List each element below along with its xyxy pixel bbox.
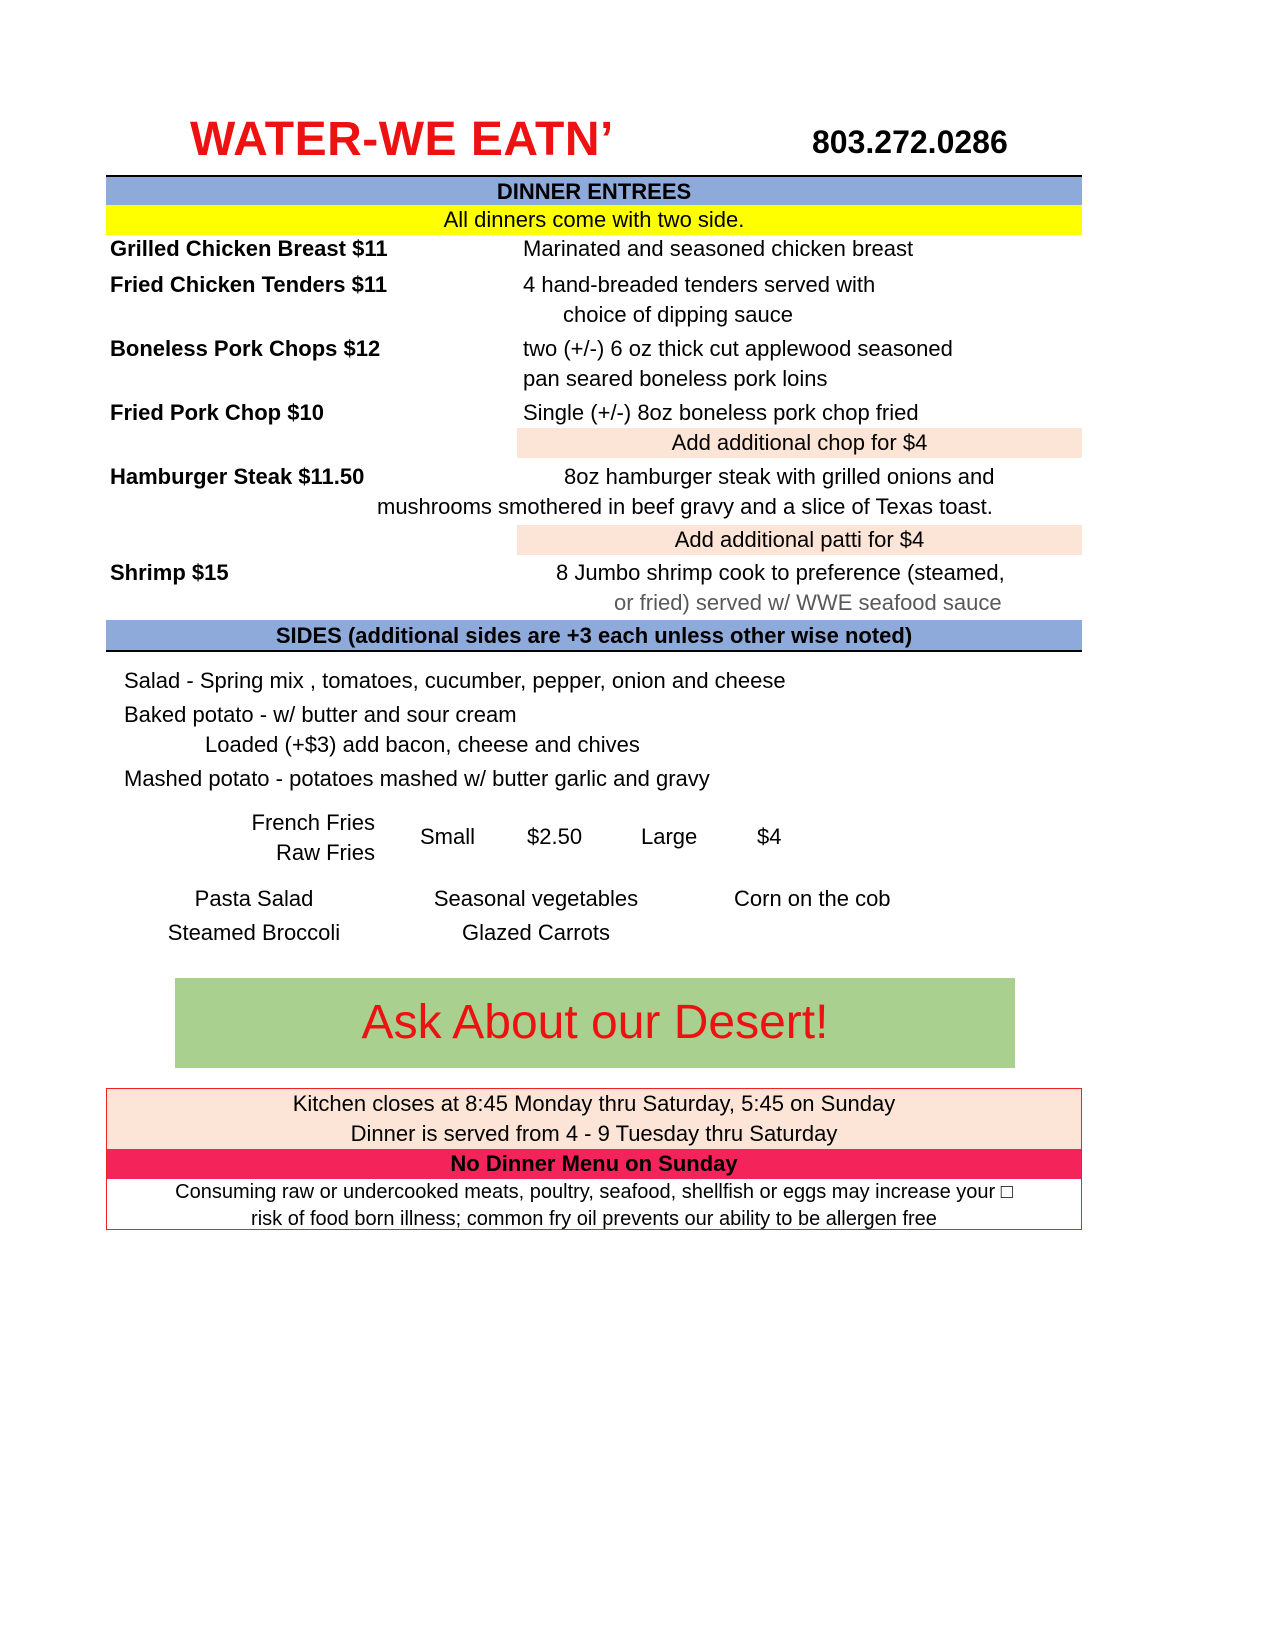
no-sunday-banner: No Dinner Menu on Sunday [107,1149,1081,1179]
warning-line: risk of food born illness; common fry oil prevents our ability to be allergen free [251,1208,937,1230]
desert-promo: Ask About our Desert! [175,978,1015,1068]
side-line: Salad - Spring mix , tomatoes, cucumber, pepper, onion and cheese [124,668,786,693]
side-option: Corn on the cob [734,886,891,911]
entree-name: Fried Pork Chop $10 [110,400,324,425]
sides-heading: SIDES (additional sides are +3 each unless other wise noted) [106,620,1082,652]
entree-desc: or fried) served w/ WWE seafood sauce [614,590,1002,615]
entree-desc: 4 hand-breaded tenders served with [523,272,876,297]
side-option: Glazed Carrots [462,920,610,945]
side-option: Steamed Broccoli [167,920,341,945]
hours-block [107,1089,1081,1149]
side-line: Baked potato - w/ butter and sour cream [124,702,517,727]
addon-patti: Add additional patti for $4 [517,525,1082,555]
notice-box [106,1088,1082,1230]
entree-name: Boneless Pork Chops $12 [110,336,381,361]
entree-name: Fried Chicken Tenders $11 [110,272,388,297]
addon-chop: Add additional chop for $4 [517,428,1082,458]
dinner-note: All dinners come with two side. [106,205,1082,235]
entree-desc: 8 Jumbo shrimp cook to preference (steamed, [556,560,1005,585]
hours-line: Kitchen closes at 8:45 Monday thru Saturday, 5:45 on Sunday [292,1091,896,1116]
fries-large-label: Large [641,824,698,849]
restaurant-name: WATER-WE EATN’ [190,113,614,166]
warning-line: Consuming raw or undercooked meats, poultry, seafood, shellfish or eggs may increase your □ [175,1181,1013,1203]
entree-name: Hamburger Steak $11.50 [110,464,365,489]
entree-desc: two (+/-) 6 oz thick cut applewood seasoned [523,336,953,361]
entree-desc: Single (+/-) 8oz boneless pork chop fried [523,400,919,425]
side-line: Mashed potato - potatoes mashed w/ butter garlic and gravy [124,766,710,791]
entree-name: Grilled Chicken Breast $11 [110,236,388,261]
fries-small-price: $2.50 [527,824,583,849]
entree-desc: Marinated and seasoned chicken breast [523,236,914,261]
fries-name: French Fries [251,810,375,835]
entrees-heading: DINNER ENTREES [106,175,1082,205]
entree-desc: mushrooms smothered in beef gravy and a slice of Texas toast. [377,494,993,519]
side-option: Seasonal vegetables [433,886,639,911]
side-option: Pasta Salad [194,886,314,911]
hours-line: Dinner is served from 4 - 9 Tuesday thru Saturday [350,1121,838,1146]
phone-number: 803.272.0286 [812,124,1008,160]
side-line: Loaded (+$3) add bacon, cheese and chives [205,732,640,757]
entree-desc: pan seared boneless pork loins [523,366,828,391]
food-warning [107,1179,1081,1233]
entree-desc: 8oz hamburger steak with grilled onions and [564,464,995,489]
fries-name: Raw Fries [275,840,375,865]
fries-large-price: $4 [757,824,782,849]
entree-desc: choice of dipping sauce [563,302,793,327]
entree-name: Shrimp $15 [110,560,229,585]
fries-small-label: Small [420,824,476,849]
